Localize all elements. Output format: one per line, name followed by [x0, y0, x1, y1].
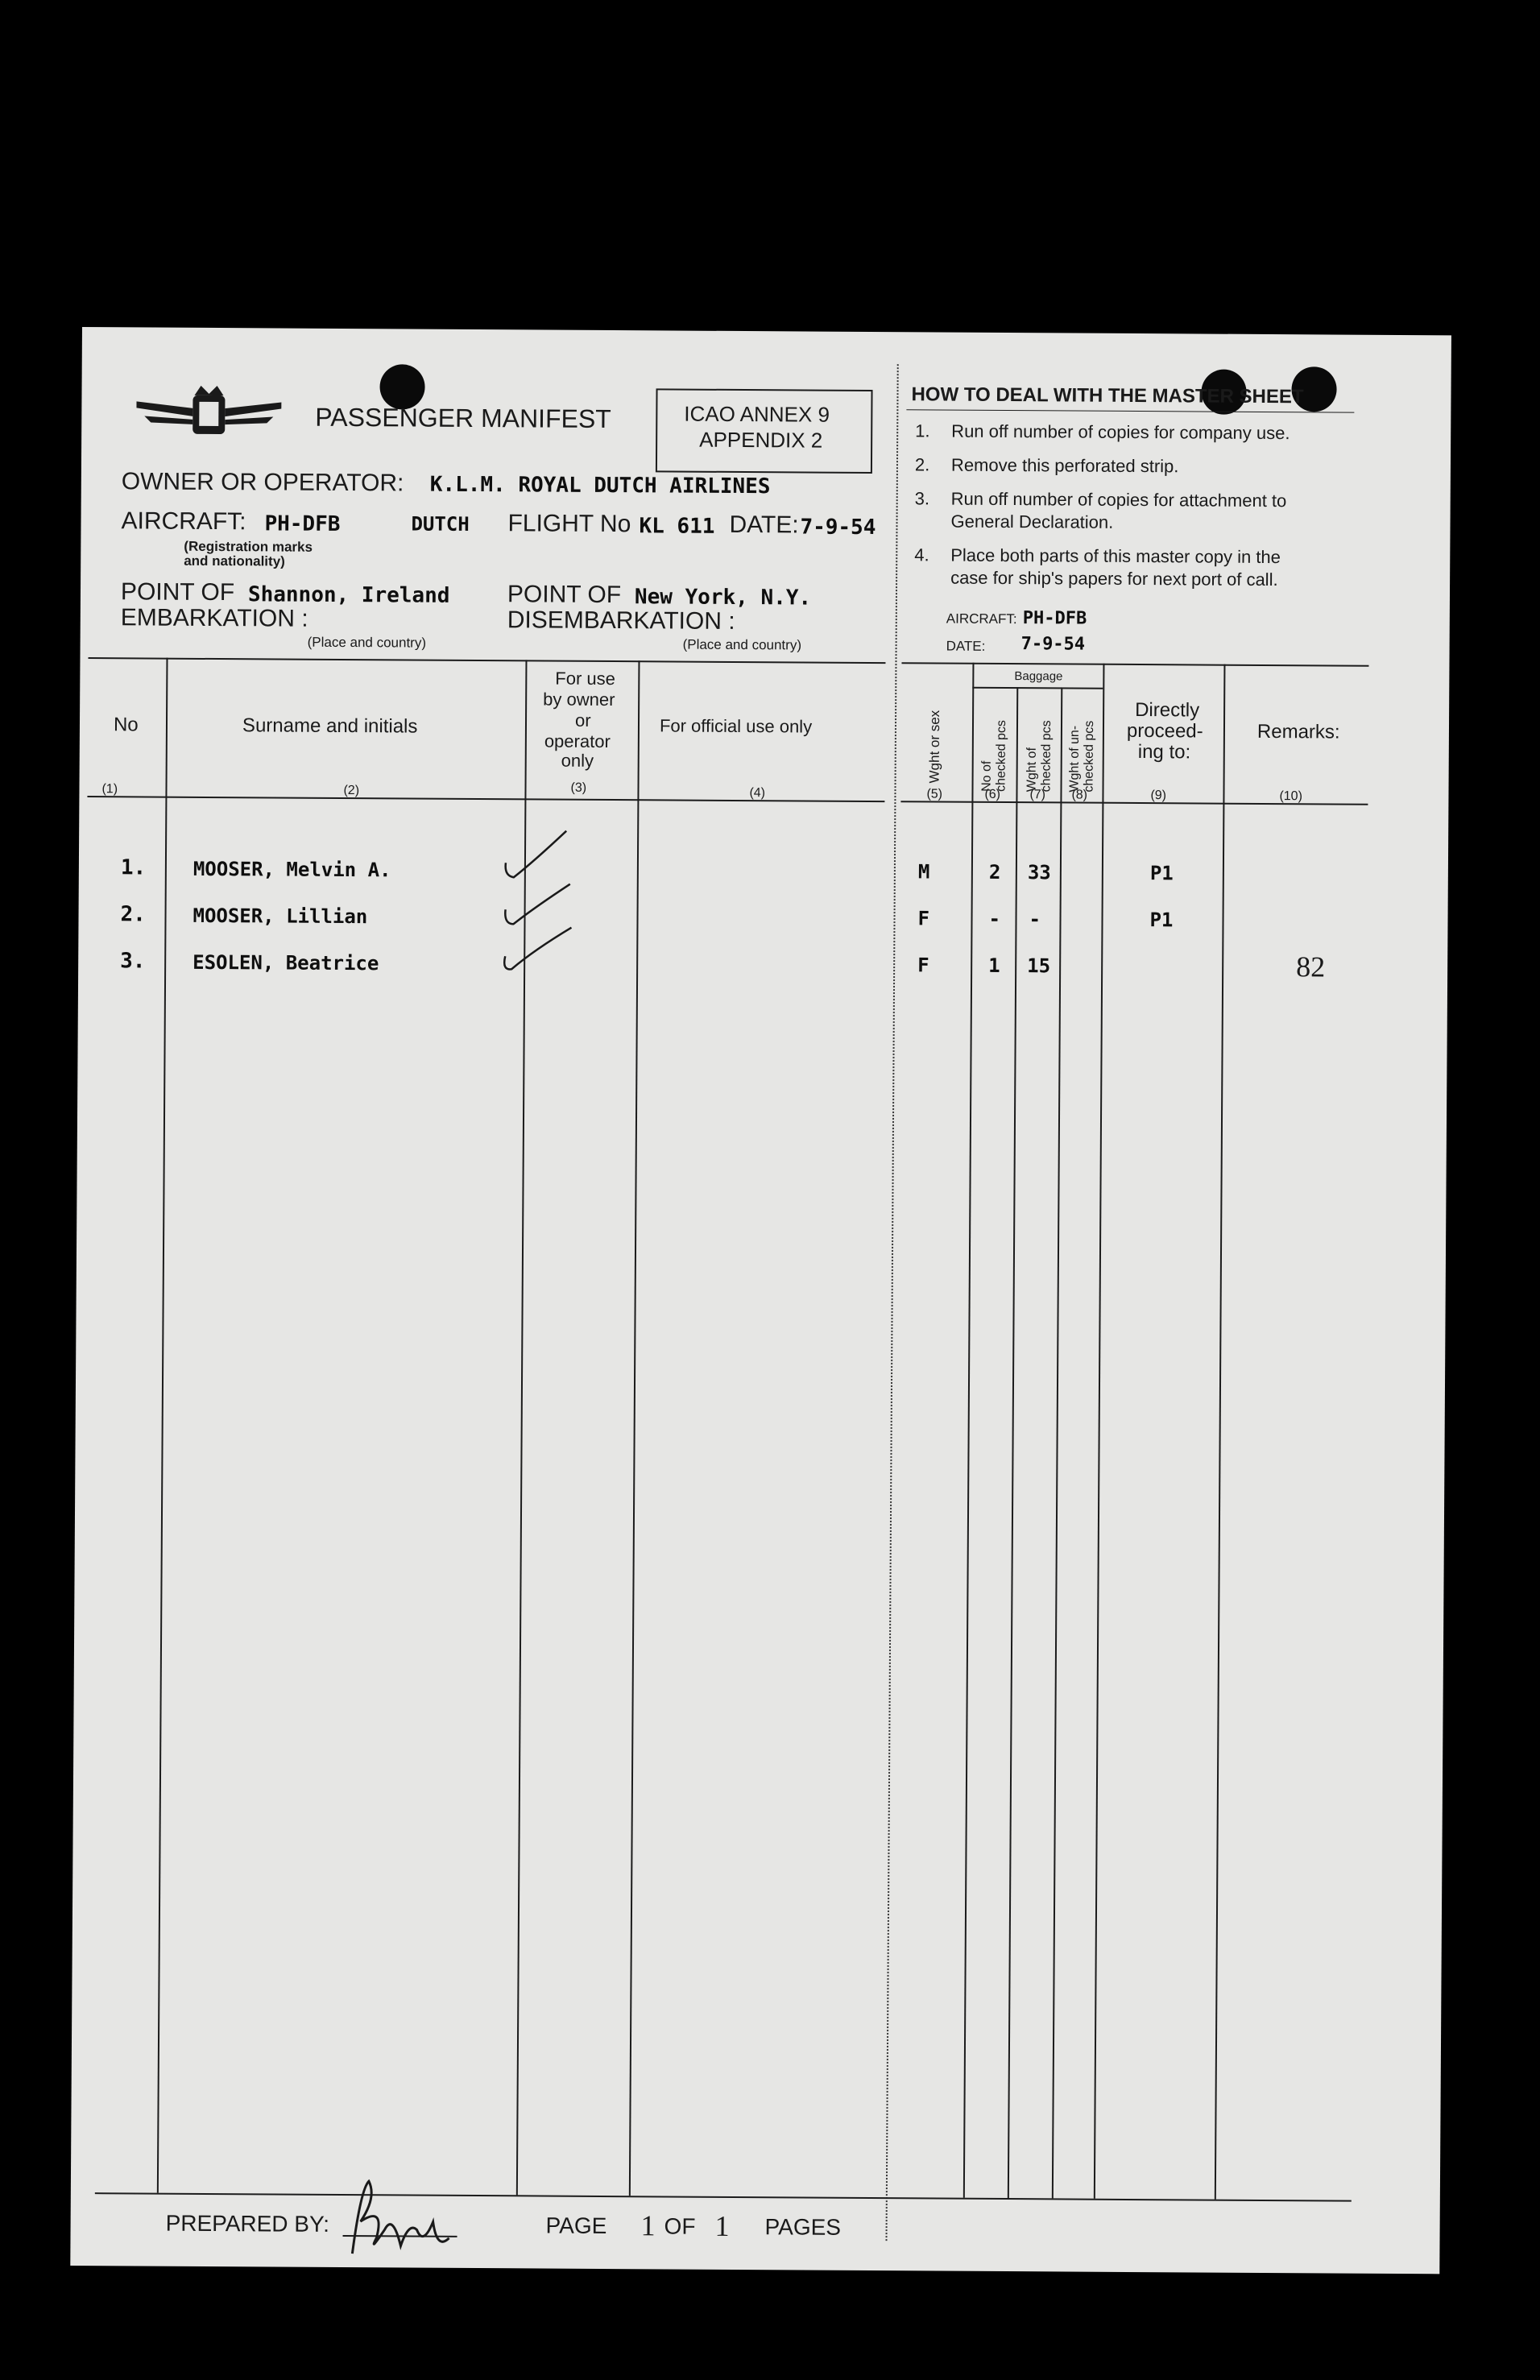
registration-note: and nationality)	[184, 553, 285, 569]
col-number: (1)	[101, 782, 118, 797]
checked-weight: 33	[1027, 861, 1051, 884]
col-divider	[157, 658, 168, 2193]
disembark-label: DISEMBARKATION :	[507, 606, 735, 635]
col-header-weight-unchecked: checked pcs	[1082, 720, 1097, 793]
disembark-value: New York, N.Y.	[634, 585, 812, 611]
col-header-checked-pcs: No of	[979, 760, 994, 792]
baggage-rule	[972, 687, 1103, 689]
passenger-name: ESOLEN, Beatrice	[192, 950, 379, 975]
instructions-title: HOW TO DEAL WITH THE MASTER SHEET	[911, 383, 1304, 408]
col-header-remarks: Remarks:	[1256, 720, 1340, 743]
checked-pcs: 2	[988, 860, 1001, 884]
nationality-value: DUTCH	[411, 512, 470, 536]
pages-label: PAGES	[764, 2214, 842, 2240]
col-header-directly: proceed-	[1126, 719, 1203, 743]
col-header-weight-unchecked: Wght of un-	[1067, 725, 1083, 793]
col-header-owner-use: only	[561, 750, 594, 771]
col-header-owner-use: or	[574, 710, 591, 731]
embark-value: Shannon, Ireland	[247, 582, 450, 608]
col-header-directly: Directly	[1135, 698, 1200, 722]
instruction-text: General Declaration.	[950, 511, 1114, 532]
passenger-sex: M	[917, 860, 930, 884]
of-label: OF	[664, 2213, 696, 2239]
registration-note: (Registration marks	[184, 538, 313, 555]
instructions-rule	[906, 409, 1354, 412]
col-number: (7)	[1029, 788, 1046, 802]
icao-appendix-label: APPENDIX 2	[699, 427, 823, 453]
table-top-rule	[88, 657, 885, 664]
checked-weight: 15	[1027, 954, 1051, 978]
col-number: (2)	[343, 783, 360, 798]
instruction-text: Run off number of copies for attachment to	[950, 488, 1287, 511]
check-marks	[489, 813, 578, 999]
date-label: DATE:	[729, 511, 799, 539]
col-header-baggage: Baggage	[1014, 669, 1063, 684]
col-divider	[629, 660, 640, 2196]
instruction-text: Run off number of copies for company use.	[951, 420, 1290, 444]
page-number: 1	[640, 2209, 656, 2242]
col-divider	[1008, 687, 1018, 2198]
col-header-directly: ing to:	[1137, 741, 1191, 764]
embark-label: POINT OF	[120, 578, 235, 606]
col-header-surname: Surname and initials	[242, 714, 418, 738]
disembark-label: POINT OF	[507, 581, 622, 609]
passenger-sex: F	[917, 954, 929, 977]
owner-value: K.L.M. ROYAL DUTCH AIRLINES	[429, 472, 771, 499]
col-header-weight-checked: checked pcs	[1039, 720, 1054, 793]
passenger-name: MOOSER, Lillian	[192, 904, 368, 929]
row-number: 1.	[120, 855, 147, 880]
instruction-text: case for ship's papers for next port of call.	[950, 567, 1278, 590]
checked-pcs: -	[988, 907, 1001, 930]
col-number: (4)	[749, 786, 766, 801]
col-header-owner-use: by owner	[543, 689, 615, 710]
checked-weight: -	[1029, 908, 1041, 931]
col-number: (5)	[926, 787, 943, 801]
col-header-weight-sex: Wght or sex	[926, 710, 943, 784]
signature	[336, 2173, 466, 2262]
checked-pcs: 1	[988, 954, 1000, 977]
date-value: 7-9-54	[800, 515, 876, 540]
col-number: (10)	[1279, 789, 1302, 804]
col-header-owner-use: For use	[555, 668, 616, 689]
table-bottom-rule	[95, 2192, 1352, 2202]
col-divider	[1094, 664, 1105, 2199]
strip-date-label: DATE:	[946, 638, 986, 654]
col-number: (6)	[984, 787, 1001, 801]
proceed-to: P1	[1149, 909, 1174, 932]
embark-label: EMBARKATION :	[120, 604, 308, 632]
instruction-number: 2.	[914, 454, 930, 475]
col-divider	[1052, 687, 1062, 2198]
remarks-value: 82	[1296, 950, 1326, 983]
col-header-no: No	[113, 714, 139, 736]
instruction-number: 4.	[914, 544, 929, 565]
col-header-weight-checked: Wght of	[1025, 747, 1039, 793]
strip-aircraft-value: PH-DFB	[1022, 608, 1087, 629]
perforation-line	[886, 364, 899, 2241]
page-label: PAGE	[545, 2212, 607, 2239]
col-number: (8)	[1071, 788, 1088, 802]
col-divider	[963, 663, 975, 2198]
aircraft-value: PH-DFB	[264, 511, 341, 536]
klm-crown-logo	[136, 383, 281, 441]
strip-aircraft-label: AIRCRAFT:	[946, 611, 1017, 627]
passenger-name: MOOSER, Melvin A.	[192, 857, 391, 882]
col-divider	[1215, 664, 1226, 2200]
instruction-text: Remove this perforated strip.	[950, 454, 1179, 477]
aircraft-label: AIRCRAFT:	[121, 507, 246, 536]
manifest-sheet	[70, 327, 1451, 2274]
col-number: (9)	[1150, 789, 1167, 803]
instruction-text: Place both parts of this master copy in the	[950, 544, 1281, 568]
manifest-title: PASSENGER MANIFEST	[315, 402, 611, 434]
instruction-number: 1.	[915, 420, 930, 441]
row-number: 2.	[120, 902, 146, 927]
col-header-checked-pcs: checked pcs	[994, 719, 1009, 793]
place-country-note: (Place and country)	[682, 636, 802, 653]
col-header-owner-use: operator	[544, 731, 611, 752]
flight-label: FLIGHT No	[507, 510, 631, 538]
instruction-number: 3.	[914, 488, 930, 509]
row-number: 3.	[120, 949, 146, 974]
place-country-note: (Place and country)	[307, 634, 427, 651]
icao-annex-label: ICAO ANNEX 9	[684, 401, 830, 427]
owner-label: OWNER OR OPERATOR:	[121, 468, 404, 497]
col-number: (3)	[570, 780, 587, 795]
flight-value: KL 611	[639, 514, 715, 539]
total-pages: 1	[714, 2209, 730, 2242]
col-header-official: For official use only	[659, 715, 813, 737]
strip-date-value: 7-9-54	[1020, 634, 1086, 655]
passenger-sex: F	[917, 907, 930, 930]
proceed-to: P1	[1149, 862, 1174, 885]
prepared-by-label: PREPARED BY:	[165, 2210, 330, 2237]
